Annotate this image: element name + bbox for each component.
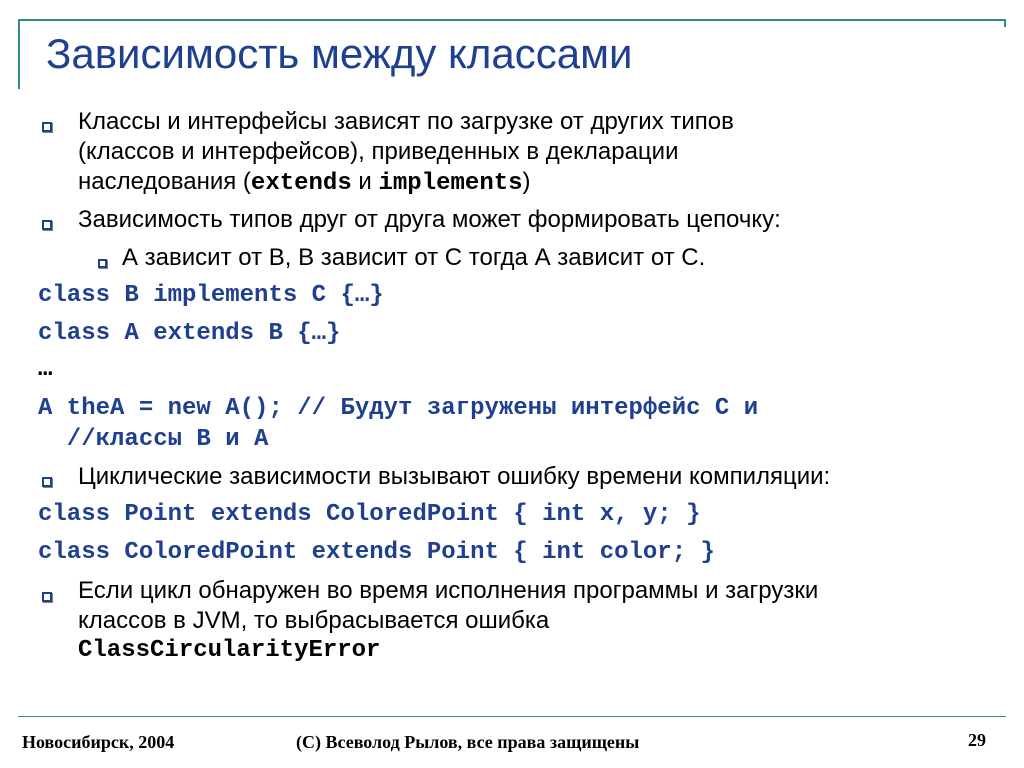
sub-bullet-text: А зависит от В, В зависит от С тогда А зависит от С. (122, 244, 706, 271)
bullet-1-line-2: (классов и интерфейсов), приведенных в декларации (78, 138, 679, 165)
bullet-1-line-3 (78, 167, 531, 199)
footer-rule (18, 716, 1006, 717)
footer-city-year: Новосибирск, 2004 (22, 732, 175, 752)
frame-top-rule (18, 19, 1006, 21)
bullet-1-line-3-mid: и (351, 168, 379, 195)
sub-bullet-square-icon (98, 259, 107, 268)
code-line: class B implements C {…} (38, 282, 384, 309)
keyword-extends: extends (250, 170, 352, 197)
bullet-square-icon (42, 122, 52, 132)
code-ellipsis: … (38, 356, 53, 383)
error-class-name: ClassCircularityError (78, 637, 381, 664)
code-line: class A extends B {…} (38, 320, 341, 347)
bullet-1-line-3-prefix: наследования ( (78, 168, 251, 195)
bullet-1-line-3-suffix: ) (522, 168, 531, 195)
bullet-square-icon (42, 477, 52, 487)
footer-copyright: (C) Всеволод Рылов, все права защищены (296, 732, 640, 752)
bullet-4-line-2: классов в JVM, то выбрасывается ошибка (78, 607, 550, 634)
code-line: class ColoredPoint extends Point { int color; } (38, 539, 715, 566)
bullet-1-line-1: Классы и интерфейсы зависят по загрузке от других типов (78, 108, 734, 135)
bullet-2-text: Зависимость типов друг от друга может формировать цепочку: (78, 206, 781, 233)
page-number: 29 (968, 730, 986, 750)
code-line: A theA = new A(); // Будут загружены интерфейс С и (38, 395, 759, 422)
bullet-3-text: Циклические зависимости вызывают ошибку времени компиляции: (78, 463, 831, 490)
code-line: class Point extends ColoredPoint { int x, y; } (38, 501, 701, 528)
slide-title: Зависимость между классами (46, 30, 633, 77)
bullet-square-icon (42, 220, 52, 230)
frame-left-rule (18, 19, 20, 89)
frame-right-tick (1004, 19, 1006, 27)
bullet-square-icon (42, 592, 52, 602)
bullet-4-line-1: Если цикл обнаружен во время исполнения программы и загрузки (78, 577, 819, 604)
code-line-continued: //классы В и А (38, 426, 269, 453)
keyword-implements: implements (378, 170, 523, 197)
